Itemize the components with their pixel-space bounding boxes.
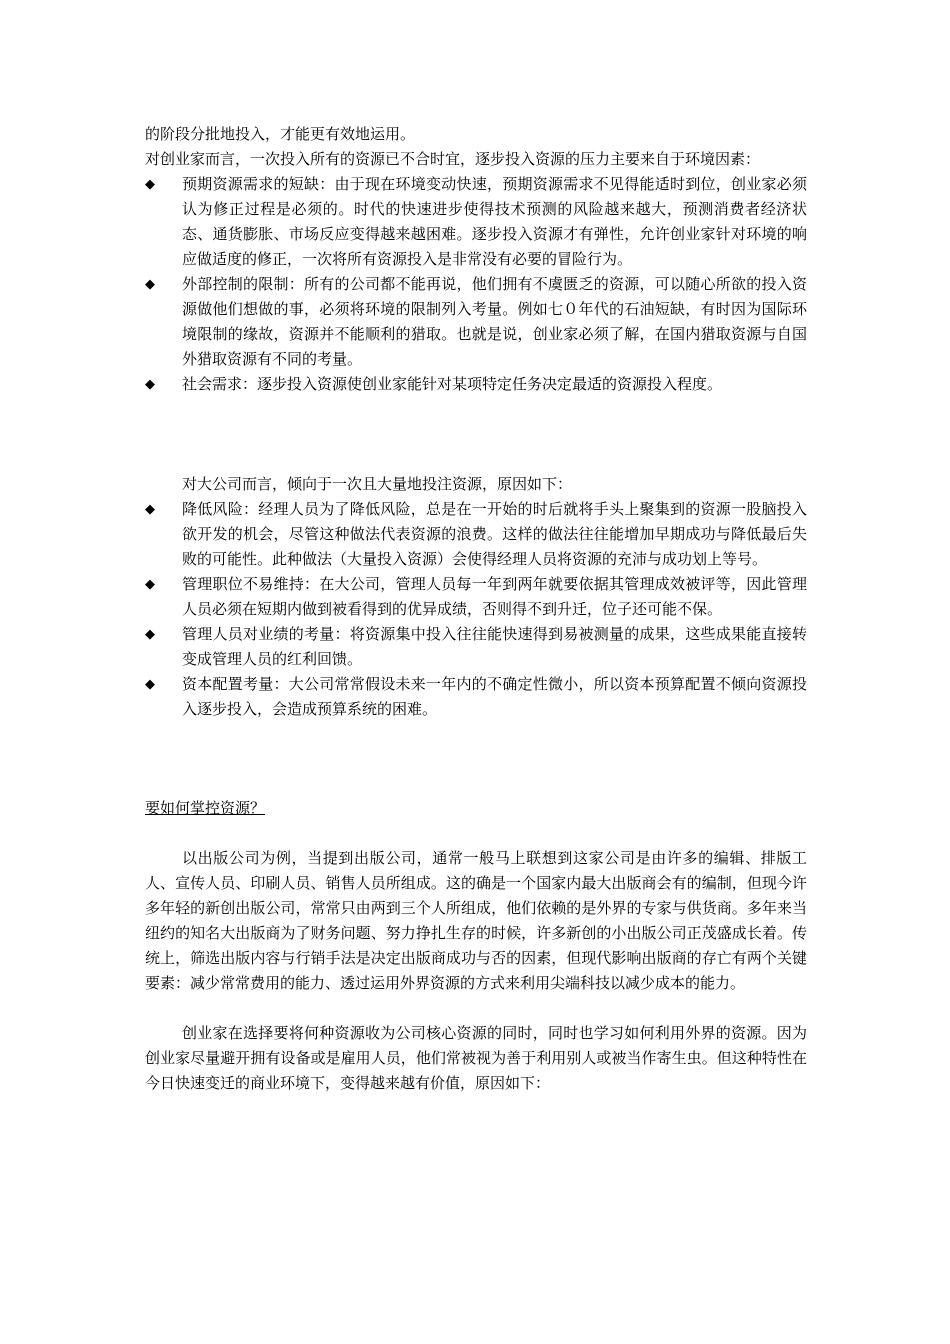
big-company-intro: 对大公司而言，倾向于一次且大量地投注资源，原因如下：: [182, 475, 573, 493]
entrepreneur-factors-list: [145, 172, 807, 397]
section-paragraph-2: 创业家在选择要将何种资源收为公司核心资源的同时，同时也学习如何利用外界的资源。因为创业家尽量避开拥有设备或是雇用人员，他们常被视为善于利用别人或被当作寄生虫。但这种特性在今日快速变迁的商业环境下，变得越来越有价值，原因如下：: [145, 1024, 807, 1092]
intro-line-2: 对创业家而言，一次投入所有的资源已不合时宜，逐步投入资源的压力主要来自于环境因素：: [145, 150, 761, 168]
intro-line-1: 的阶段分批地投入，才能更有效地运用。: [145, 125, 416, 143]
section-paragraph-1: 以出版公司为例，当提到出版公司，通常一般马上联想到这家公司是由许多的编辑、排版工人、宣传人员、印刷人员、销售人员所组成。这的确是一个国家内最大出版商会有的编制，但现今许多年轻的新创出版公司，常常只由两到三个人所组成，他们依赖的是外界的专家与供货商。多年来当纽约的知名大出版商为了财务问题、努力挣扎生存的时候，许多新创的小出版公司正茂盛成长着。传统上，筛选出版内容与行销手法是决定出版商成功与否的因素，但现代影响出版商的存亡有两个关键要素：减少常常费用的能力、透过运用外界资源的方式来利用尖端科技以减少成本的能力。: [145, 849, 807, 992]
list-item-text: 外部控制的限制：所有的公司都不能再说，他们拥有不虞匮乏的资源，可以随心所欲的投入资源做他们想做的事，必须将环境的限制列入考量。例如七０年代的石油短缺，有时因为国际环境限制的缘故，资源并不能顺利的猎取。也就是说，创业家必须了解，在国内猎取资源与自国外猎取资源有不同的考量。: [182, 275, 807, 368]
list-item-text: 管理人员对业绩的考量：将资源集中投入往往能快速得到易被测量的成果，这些成果能直接转变成管理人员的红利回馈。: [182, 625, 807, 668]
list-item: [145, 372, 807, 397]
list-item: [145, 572, 807, 622]
list-item-text: 预期资源需求的短缺：由于现在环境变动快速，预期资源需求不见得能适时到位，创业家必须认为修正过程是必须的。时代的快速进步使得技术预测的风险越来越大，预测消费者经济状态、通货膨胀、市场反应变得越来越困难。逐步投入资源才有弹性，允许创业家针对环境的响应做适度的修正，一次将所有资源投入是非常没有必要的冒险行为。: [182, 175, 807, 268]
big-company-reasons-list: [145, 497, 807, 722]
section-heading: 要如何掌控资源？: [145, 799, 266, 817]
list-item: [145, 672, 807, 722]
list-item: [145, 497, 807, 572]
diamond-bullet-icon: ◆: [145, 627, 155, 642]
diamond-bullet-icon: ◆: [145, 177, 155, 192]
diamond-bullet-icon: ◆: [145, 577, 155, 592]
list-item: [145, 622, 807, 672]
list-item-text: 降低风险：经理人员为了降低风险，总是在一开始的时后就将手头上聚集到的资源一股脑投入欲开发的机会，尽管这种做法代表资源的浪费。这样的做法往往能增加早期成功与降低最后失败的可能性。此种做法（大量投入资源）会使得经理人员将资源的充沛与成功划上等号。: [182, 500, 807, 568]
list-item: [145, 272, 807, 372]
diamond-bullet-icon: ◆: [145, 677, 155, 692]
list-item-text: 管理职位不易维持：在大公司，管理人员每一年到两年就要依据其管理成效被评等，因此管理人员必须在短期内做到被看得到的优异成绩，否则得不到升迁，位子还可能不保。: [182, 575, 807, 618]
document-body: [145, 122, 807, 1096]
list-item-text: 资本配置考量：大公司常常假设未来一年内的不确定性微小，所以资本预算配置不倾向资源投入逐步投入，会造成预算系统的困难。: [182, 675, 807, 718]
list-item-text: 社会需求：逐步投入资源使创业家能针对某项特定任务决定最适的资源投入程度。: [182, 375, 723, 393]
diamond-bullet-icon: ◆: [145, 277, 155, 292]
list-item: [145, 172, 807, 272]
diamond-bullet-icon: ◆: [145, 377, 155, 392]
diamond-bullet-icon: ◆: [145, 502, 155, 517]
